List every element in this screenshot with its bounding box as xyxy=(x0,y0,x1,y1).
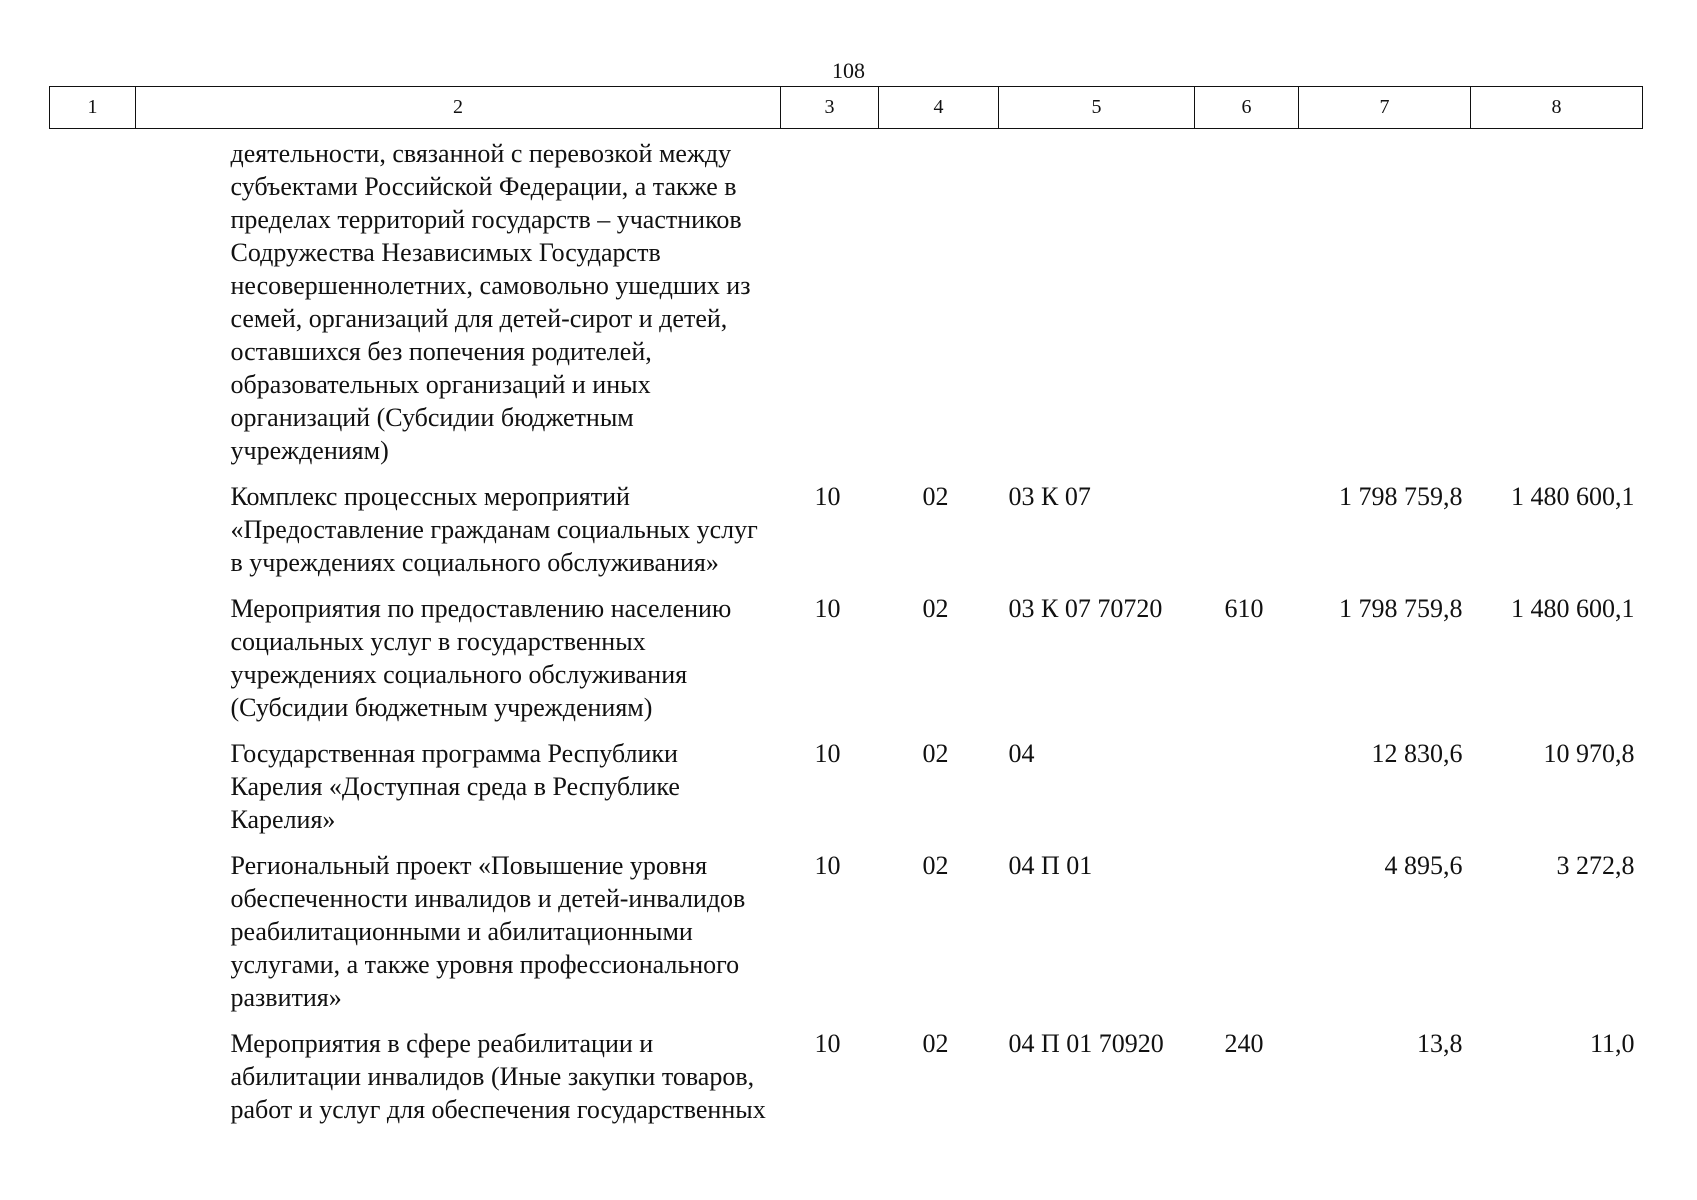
column-number-row xyxy=(50,87,1643,129)
column-header-6: 6 xyxy=(1195,87,1299,129)
cell-col1 xyxy=(50,737,136,849)
cell-amount-col7: 1 798 759,8 xyxy=(1339,482,1463,511)
row-description: Комплекс процессных мероприятий «Предоставление гражданам социальных услуг в учреждениях социального обслуживания» xyxy=(230,482,758,577)
cell-expense-type: 240 xyxy=(1224,1029,1264,1058)
row-description: Мероприятия по предоставлению населению социальных услуг в государственных учреждениях социального обслуживания (Субсидии бюджетным учреждениям) xyxy=(230,594,732,722)
cell-amount-col8: 11,0 xyxy=(1589,1029,1635,1058)
table-row xyxy=(50,129,1643,481)
cell-amount-col7 xyxy=(1299,129,1471,481)
cell-amount-col7: 4 895,6 xyxy=(1384,851,1463,880)
cell-section: 10 xyxy=(814,739,841,768)
column-header-2: 2 xyxy=(136,87,781,129)
column-header-3: 3 xyxy=(781,87,879,129)
page-number: 108 xyxy=(832,58,865,83)
cell-expense-type xyxy=(1195,129,1299,481)
cell-subsection: 02 xyxy=(922,1029,949,1058)
column-header-5: 5 xyxy=(999,87,1195,129)
cell-amount-col8: 10 970,8 xyxy=(1543,739,1635,768)
cell-target-article: 04 П 01 xyxy=(1008,851,1093,880)
budget-table xyxy=(49,86,1643,1139)
row-description: Мероприятия в сфере реабилитации и абилитации инвалидов (Иные закупки товаров, работ и услуг для обеспечения государственных xyxy=(230,1029,766,1124)
column-header-4: 4 xyxy=(879,87,999,129)
cell-target-article: 03 К 07 xyxy=(1008,482,1091,511)
table-row xyxy=(50,1027,1643,1139)
cell-subsection xyxy=(879,129,999,481)
cell-col1 xyxy=(50,1027,136,1139)
cell-expense-type xyxy=(1195,737,1299,849)
cell-col1 xyxy=(50,480,136,592)
cell-target-article: 04 xyxy=(1008,739,1035,768)
table-row xyxy=(50,737,1643,849)
cell-amount-col8: 1 480 600,1 xyxy=(1511,482,1635,511)
cell-amount-col8: 1 480 600,1 xyxy=(1511,594,1635,623)
cell-target-article xyxy=(999,129,1195,481)
table-row xyxy=(50,480,1643,592)
cell-expense-type: 610 xyxy=(1224,594,1264,623)
cell-target-article: 04 П 01 70920 xyxy=(1008,1029,1164,1058)
column-header-7: 7 xyxy=(1299,87,1471,129)
cell-subsection: 02 xyxy=(922,482,949,511)
row-description: Государственная программа Республики Карелия «Доступная среда в Республике Карелия» xyxy=(230,739,680,834)
cell-col1 xyxy=(50,849,136,1027)
table-body xyxy=(50,129,1643,1140)
row-description: деятельности, связанной с перевозкой между субъектами Российской Федерации, а также в пределах территорий государств – участников Содружества Независимых Государств несовершеннолетних, самовольно ушедших из семей, организаций для детей-сирот и детей, оставшихся без попечения родителей, образовательных организаций и иных организаций (Субсидии бюджетным учреждениям) xyxy=(230,139,751,465)
column-header-1: 1 xyxy=(50,87,136,129)
cell-section: 10 xyxy=(814,594,841,623)
cell-expense-type xyxy=(1195,849,1299,1027)
cell-amount-col7: 1 798 759,8 xyxy=(1339,594,1463,623)
cell-section: 10 xyxy=(814,851,841,880)
cell-section xyxy=(781,129,879,481)
cell-amount-col8: 3 272,8 xyxy=(1556,851,1635,880)
cell-amount-col7: 13,8 xyxy=(1417,1029,1463,1058)
cell-section: 10 xyxy=(814,1029,841,1058)
row-description: Региональный проект «Повышение уровня обеспеченности инвалидов и детей-инвалидов реабилитационными и абилитационными услугами, а также уровня профессионального развития» xyxy=(230,851,746,1012)
column-header-8: 8 xyxy=(1471,87,1643,129)
cell-target-article: 03 К 07 70720 xyxy=(1008,594,1163,623)
cell-subsection: 02 xyxy=(922,594,949,623)
table-row xyxy=(50,592,1643,737)
cell-expense-type xyxy=(1195,480,1299,592)
cell-subsection: 02 xyxy=(922,851,949,880)
cell-subsection: 02 xyxy=(922,739,949,768)
cell-amount-col8 xyxy=(1471,129,1643,481)
cell-col1 xyxy=(50,592,136,737)
cell-col1 xyxy=(50,129,136,481)
table-row xyxy=(50,849,1643,1027)
cell-section: 10 xyxy=(814,482,841,511)
cell-amount-col7: 12 830,6 xyxy=(1371,739,1463,768)
